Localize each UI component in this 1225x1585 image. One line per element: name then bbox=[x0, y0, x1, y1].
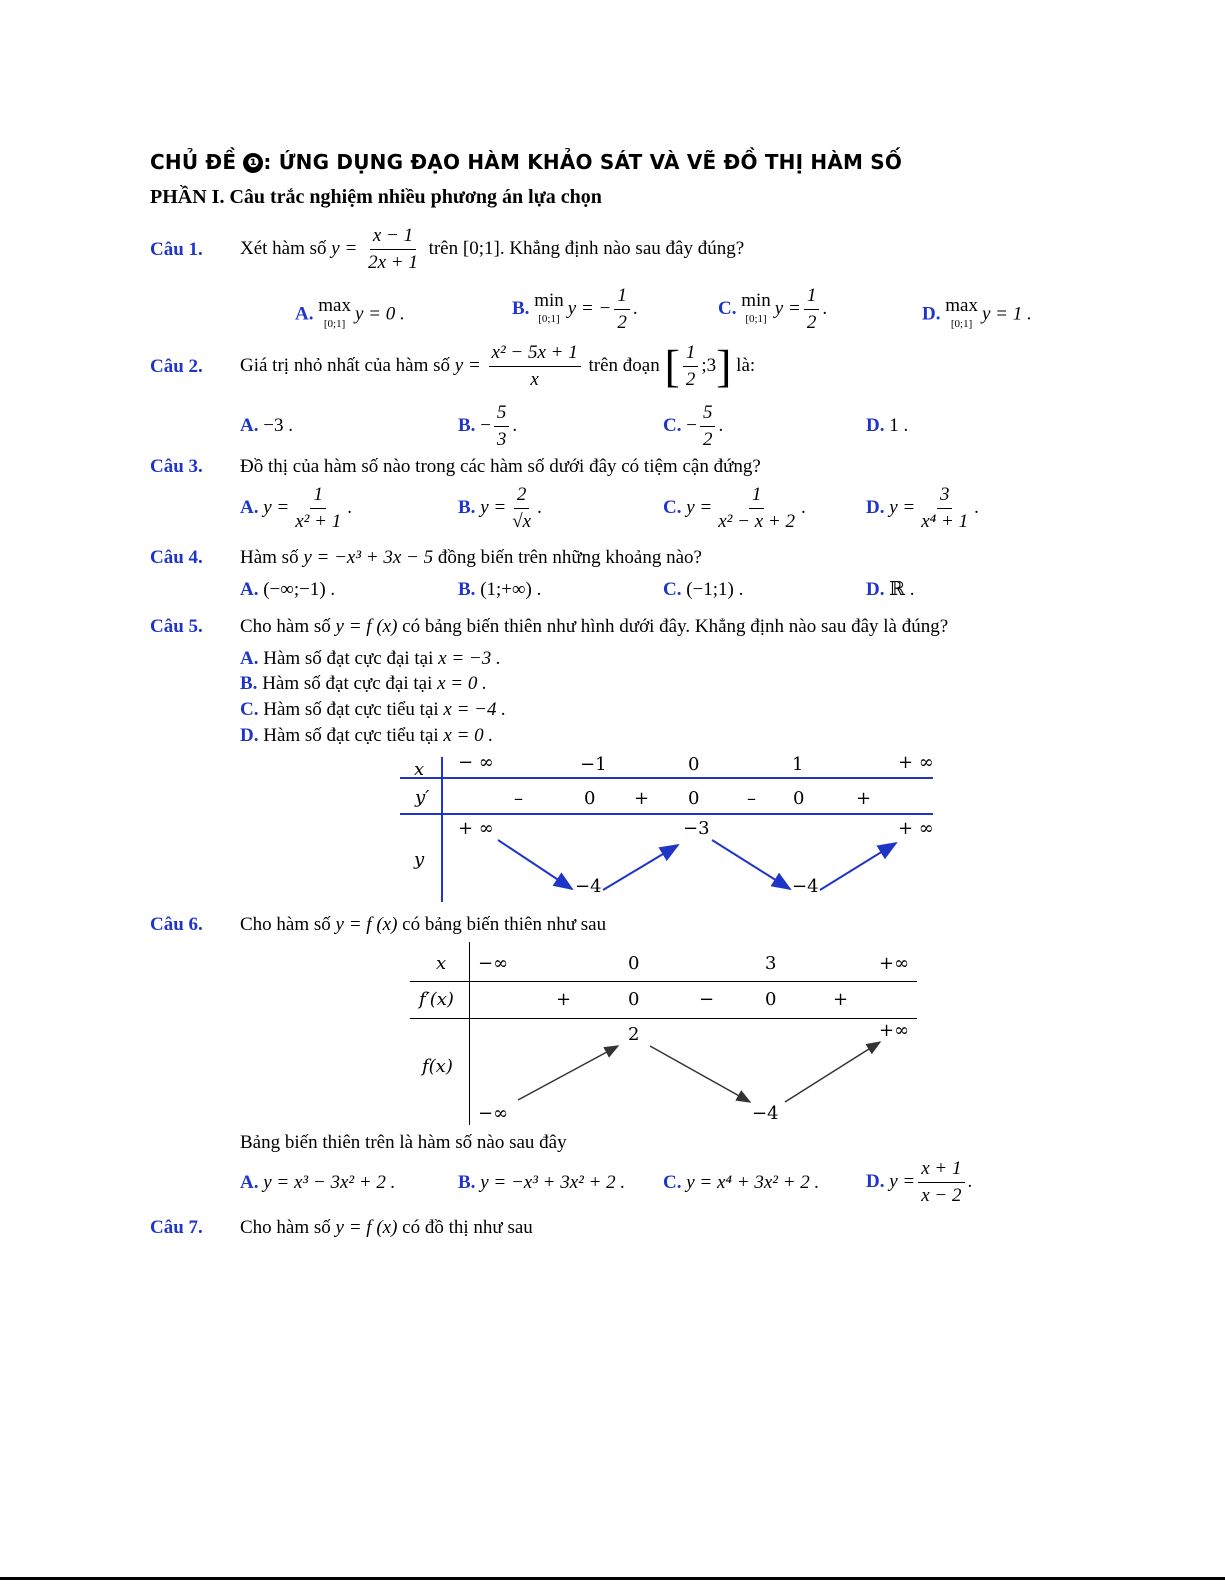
q5-option-c[interactable]: C. Hàm số đạt cực tiểu tại x = −4 . bbox=[240, 699, 506, 720]
y-value: −∞ bbox=[478, 1103, 509, 1124]
x-value: 0 bbox=[688, 754, 700, 775]
sign: 0 bbox=[765, 989, 777, 1010]
question-3-label: Câu 3. bbox=[150, 456, 203, 477]
x-value: −1 bbox=[580, 754, 607, 775]
arrow-down bbox=[650, 1046, 750, 1102]
y-value: + ∞ bbox=[458, 818, 494, 839]
sign: + bbox=[634, 788, 650, 809]
x-value: − ∞ bbox=[458, 752, 494, 773]
number-one-badge: ❶ bbox=[243, 153, 263, 173]
y-value: −4 bbox=[792, 876, 819, 897]
q2-option-b[interactable]: B. − $\frac{5}{3}$ . bbox=[458, 402, 518, 450]
q4-option-b[interactable]: B. (1;+∞) . bbox=[458, 579, 542, 600]
x-value: 3 bbox=[765, 953, 777, 974]
row-label-x: x bbox=[436, 953, 447, 974]
row-label-y: f(x) bbox=[422, 1056, 453, 1077]
question-2-label: Câu 2. bbox=[150, 356, 203, 377]
row-label-dy: y′ bbox=[415, 787, 430, 808]
q4-option-c[interactable]: C. (−1;1) . bbox=[663, 579, 744, 600]
question-5-label: Câu 5. bbox=[150, 616, 203, 637]
y-value: −4 bbox=[575, 876, 602, 897]
x-value: + ∞ bbox=[898, 752, 934, 773]
y-value: +∞ bbox=[879, 1020, 910, 1041]
x-value: 0 bbox=[628, 953, 640, 974]
sign: + bbox=[833, 989, 849, 1010]
q1-option-c[interactable]: C. min [0;1] y = $\frac{1}{2}$ . bbox=[718, 285, 828, 333]
q6-option-d[interactable]: D. y = $\frac{x + 1}{x - 2}$ . bbox=[866, 1158, 973, 1206]
arrow-up bbox=[785, 1042, 880, 1102]
row-label-dy: f′(x) bbox=[419, 989, 454, 1010]
section-heading: PHẦN I. Câu trắc nghiệm nhiều phương án lựa chọn bbox=[150, 186, 602, 208]
question-4-text: Hàm số y = −x³ + 3x − 5 đồng biến trên những khoảng nào? bbox=[240, 547, 702, 568]
question-3-text: Đồ thị của hàm số nào trong các hàm số dưới đây có tiệm cận đứng? bbox=[240, 456, 761, 477]
q2-option-a[interactable]: A. −3 . bbox=[240, 415, 293, 436]
q2-option-d[interactable]: D. 1 . bbox=[866, 415, 909, 436]
q5-option-b[interactable]: B. Hàm số đạt cực đại tại x = 0 . bbox=[240, 673, 487, 694]
question-2-text: Giá trị nhỏ nhất của hàm số y = $\frac{\text{x² − 5x + 1}}{x}$ trên đoạn [ $\frac{1}{2}$ ;3] là: bbox=[240, 340, 756, 392]
sign: – bbox=[747, 788, 756, 809]
x-value: −∞ bbox=[478, 953, 509, 974]
sign: + bbox=[556, 989, 572, 1010]
sign: 0 bbox=[688, 788, 700, 809]
y-value: + ∞ bbox=[898, 818, 934, 839]
y-value: −4 bbox=[752, 1103, 779, 1124]
row-label-y: y bbox=[414, 849, 425, 870]
sign: − bbox=[699, 989, 715, 1010]
sign: – bbox=[514, 788, 523, 809]
question-6-prompt: Bảng biến thiên trên là hàm số nào sau đây bbox=[240, 1132, 567, 1153]
q1-option-b[interactable]: B. min [0;1] y = − $\frac{1}{2}$ . bbox=[512, 285, 638, 333]
q2-option-c[interactable]: C. − $\frac{5}{2}$ . bbox=[663, 402, 724, 450]
sign: + bbox=[856, 788, 872, 809]
sign: 0 bbox=[793, 788, 805, 809]
question-6-text: Cho hàm số y = f (x) có bảng biến thiên như sau bbox=[240, 914, 607, 935]
row-label-x: x bbox=[414, 759, 425, 780]
question-6-label: Câu 6. bbox=[150, 914, 203, 935]
q6-option-b[interactable]: B. y = −x³ + 3x² + 2 . bbox=[458, 1172, 626, 1193]
q1-option-a[interactable]: A. max [0;1] y = 0 . bbox=[295, 295, 405, 330]
x-value: +∞ bbox=[879, 953, 910, 974]
question-7-label: Câu 7. bbox=[150, 1217, 203, 1238]
q6-option-a[interactable]: A. y = x³ − 3x² + 2 . bbox=[240, 1172, 396, 1193]
q5-option-a[interactable]: A. Hàm số đạt cực đại tại x = −3 . bbox=[240, 648, 501, 669]
question-1-text: Xét hàm số y = $\frac{x - 1}{2x + 1}$ trên [0;1]. Khẳng định nào sau đây đúng? bbox=[240, 225, 745, 273]
page-bottom-rule bbox=[0, 1577, 1225, 1580]
question-4-label: Câu 4. bbox=[150, 547, 203, 568]
x-value: 1 bbox=[792, 754, 804, 775]
q5-option-d[interactable]: D. Hàm số đạt cực tiểu tại x = 0 . bbox=[240, 725, 494, 746]
q4-option-d[interactable]: D. ℝ . bbox=[866, 579, 915, 600]
q1-option-d[interactable]: D. max [0;1] y = 1 . bbox=[922, 295, 1032, 330]
question-5-text: Cho hàm số y = f (x) có bảng biến thiên như hình dưới đây. Khẳng định nào sau đây là đúng? bbox=[240, 616, 949, 637]
q6-option-c[interactable]: C. y = x⁴ + 3x² + 2 . bbox=[663, 1172, 820, 1193]
q4-option-a[interactable]: A. (−∞;−1) . bbox=[240, 579, 336, 600]
sign: 0 bbox=[584, 788, 596, 809]
y-value: 2 bbox=[628, 1024, 640, 1045]
arrow-up bbox=[518, 1046, 618, 1100]
sign: 0 bbox=[628, 989, 640, 1010]
q3-option-d[interactable]: D. y = $\frac{3}{\text{x⁴ + 1}}$ . bbox=[866, 484, 979, 532]
y-value: −3 bbox=[683, 818, 710, 839]
question-1-label: Câu 1. bbox=[150, 239, 203, 260]
q3-option-b[interactable]: B. y = $\frac{2}{√x}$ . bbox=[458, 484, 542, 532]
q3-option-c[interactable]: C. y = $\frac{1}{\text{x² − x + 2}}$ . bbox=[663, 484, 806, 532]
question-7-text: Cho hàm số y = f (x) có đồ thị như sau bbox=[240, 1217, 533, 1238]
page-title: CHỦ ĐỀ ❶ : ỨNG DỤNG ĐẠO HÀM KHẢO SÁT VÀ VẼ ĐỒ THỊ HÀM SỐ bbox=[150, 150, 903, 174]
q3-option-a[interactable]: A. y = $\frac{1}{\text{x² + 1}}$ . bbox=[240, 484, 352, 532]
